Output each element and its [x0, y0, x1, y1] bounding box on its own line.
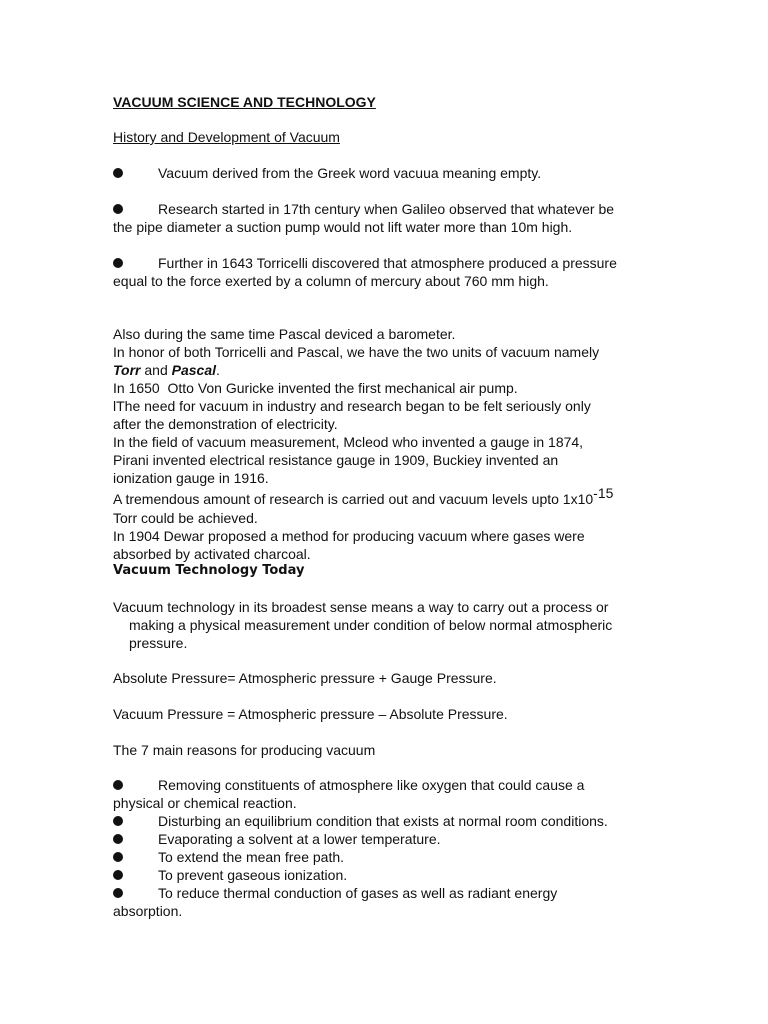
paragraph-line: Pirani invented electrical resistance gauge in 1909, Buckiey invented an: [113, 452, 559, 468]
reason-continuation: physical or chemical reaction.: [113, 795, 297, 811]
bullet-dot-icon: [113, 168, 123, 178]
bullet-continuation: equal to the force exerted by a column of mercury about 760 mm high.: [113, 273, 549, 289]
reason-text: Evaporating a solvent at a lower temperature.: [158, 831, 441, 847]
exponent: -15: [593, 485, 614, 501]
definition-line: making a physical measurement under condition of below normal atmospheric: [129, 617, 613, 633]
paragraph-line: In 1650 Otto Von Guricke invented the first mechanical air pump.: [113, 380, 518, 396]
bullet-dot-icon: [113, 816, 123, 826]
paragraph-line: Torr could be achieved.: [113, 510, 258, 526]
definition-line: Vacuum technology in its broadest sense means a way to carry out a process or: [113, 599, 609, 615]
research-text: A tremendous amount of research is carried out and vacuum levels upto 1x10: [113, 491, 594, 507]
paragraph-line: absorbed by activated charcoal.: [113, 546, 311, 562]
bullet-text: Research started in 17th century when Galileo observed that whatever be: [158, 201, 615, 217]
bullet-dot-icon: [113, 834, 123, 844]
formula-vacuum: Vacuum Pressure = Atmospheric pressure – Absolute Pressure.: [113, 706, 508, 722]
bullet-text: Further in 1643 Torricelli discovered that atmosphere produced a pressure: [158, 255, 617, 271]
reasons-heading: The 7 main reasons for producing vacuum: [113, 742, 376, 758]
paragraph-line: after the demonstration of electricity.: [113, 416, 338, 432]
bullet-text: Vacuum derived from the Greek word vacuua meaning empty.: [158, 165, 542, 181]
definition-line: pressure.: [129, 635, 188, 651]
paragraph-line: Also during the same time Pascal deviced a barometer.: [113, 326, 456, 342]
page-title: VACUUM SCIENCE AND TECHNOLOGY: [113, 94, 376, 110]
unit-period: .: [216, 362, 220, 378]
unit-pascal: Pascal: [171, 362, 216, 378]
paragraph-line: In honor of both Torricelli and Pascal, we have the two units of vacuum namely: [113, 344, 600, 360]
bullet-continuation: the pipe diameter a suction pump would not lift water more than 10m high.: [113, 219, 573, 235]
reason-text: To prevent gaseous ionization.: [158, 867, 348, 883]
paragraph-line: In 1904 Dewar proposed a method for producing vacuum where gases were: [113, 528, 585, 544]
unit-and: and: [140, 362, 172, 378]
bullet-dot-icon: [113, 204, 123, 214]
reason-text: Disturbing an equilibrium condition that exists at normal room conditions.: [158, 813, 608, 829]
paragraph-line: [113, 485, 654, 508]
reason-text: Removing constituents of atmosphere like oxygen that could cause a: [158, 777, 585, 793]
bullet-dot-icon: [113, 870, 123, 880]
reason-continuation: absorption.: [113, 903, 183, 919]
paragraph-line: ionization gauge in 1916.: [113, 470, 269, 486]
bullet-dot-icon: [113, 888, 123, 898]
bullet-dot-icon: [113, 258, 123, 268]
bullet-dot-icon: [113, 780, 123, 790]
paragraph-line: In the field of vacuum measurement, Mcleod who invented a gauge in 1874,: [113, 434, 584, 450]
bullet-dot-icon: [113, 852, 123, 862]
paragraph-line: lThe need for vacuum in industry and research began to be felt seriously only: [113, 398, 591, 414]
unit-torr: Torr: [113, 362, 141, 378]
reason-text: To extend the mean free path.: [158, 849, 345, 865]
section-heading: Vacuum Technology Today: [113, 563, 305, 578]
formula-absolute: Absolute Pressure= Atmospheric pressure + Gauge Pressure.: [113, 670, 497, 686]
reason-text: To reduce thermal conduction of gases as well as radiant energy: [158, 885, 558, 901]
section-subtitle: History and Development of Vacuum: [113, 129, 340, 145]
paragraph-line: [113, 361, 654, 379]
